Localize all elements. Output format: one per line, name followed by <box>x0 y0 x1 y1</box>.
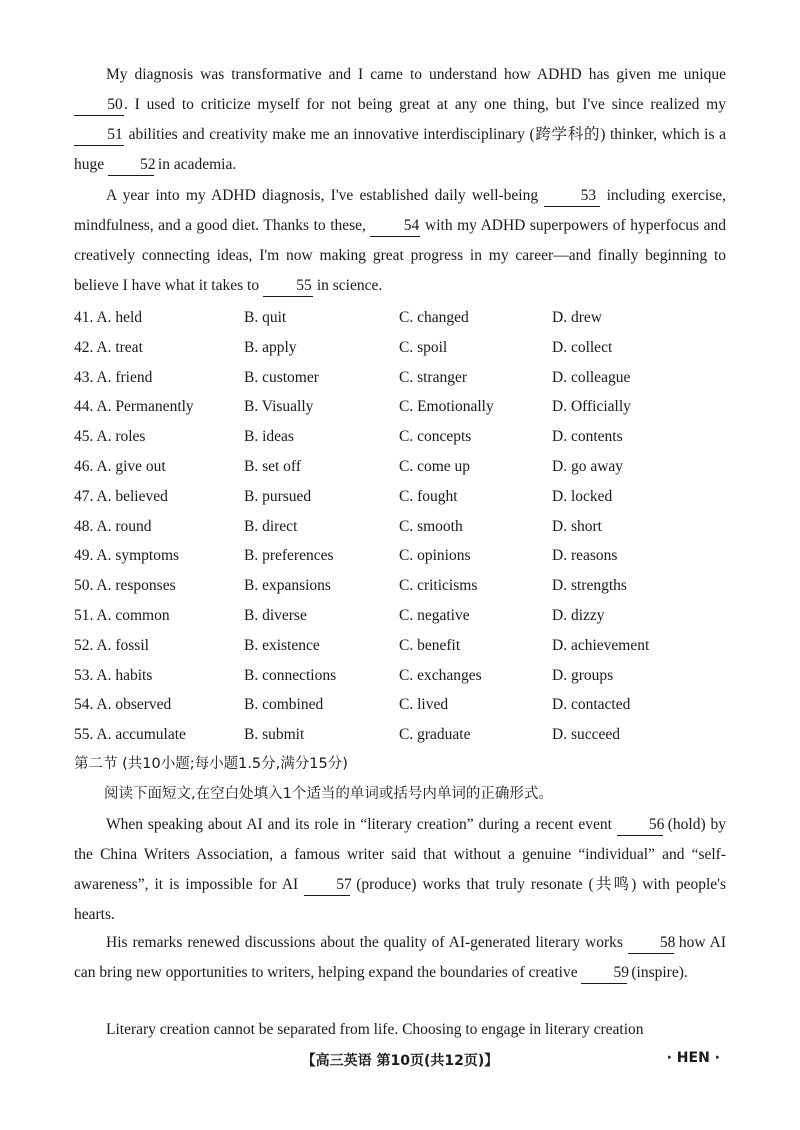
option-c[interactable]: C. opinions <box>399 547 471 565</box>
option-d[interactable]: D. Officially <box>552 398 631 416</box>
option-a[interactable]: 47. A. believed <box>74 487 168 505</box>
footer-page-info: 【高三英语 第10页(共12页)】 <box>301 1053 499 1069</box>
blank-58[interactable]: 58 <box>628 933 674 954</box>
option-a[interactable]: 42. A. treat <box>74 338 143 356</box>
option-row-46 <box>74 452 726 482</box>
page-footer <box>0 1050 800 1074</box>
option-c[interactable]: C. negative <box>399 606 470 624</box>
option-row-53 <box>74 661 726 691</box>
option-a[interactable]: 54. A. observed <box>74 696 172 714</box>
option-d[interactable]: D. contents <box>552 428 623 446</box>
option-d[interactable]: D. reasons <box>552 547 618 565</box>
blank-52[interactable]: 52 <box>108 155 154 176</box>
option-d[interactable]: D. colleague <box>552 368 631 386</box>
option-row-41 <box>74 303 726 333</box>
text: abilities and creativity make me an innovative interdisciplinary (跨学科的) thinker, which is a huge <box>74 126 726 173</box>
option-a[interactable]: 45. A. roles <box>74 428 146 446</box>
blank-55[interactable]: 55 <box>263 276 313 297</box>
option-c[interactable]: C. Emotionally <box>399 398 494 416</box>
option-d[interactable]: D. dizzy <box>552 606 605 624</box>
text: My diagnosis was transformative and I came to understand how ADHD has given me unique <box>106 66 726 83</box>
option-a[interactable]: 44. A. Permanently <box>74 398 194 416</box>
option-b[interactable]: B. customer <box>244 368 319 386</box>
option-row-44 <box>74 392 726 422</box>
option-row-47 <box>74 482 726 512</box>
option-c[interactable]: C. criticisms <box>399 577 478 595</box>
blank-56[interactable]: 56 <box>617 815 663 836</box>
option-c[interactable]: C. stranger <box>399 368 468 386</box>
option-d[interactable]: D. collect <box>552 338 613 356</box>
blank-57[interactable]: 57 <box>304 875 350 896</box>
text: (inspire). <box>627 964 688 981</box>
option-row-50 <box>74 571 726 601</box>
option-d[interactable]: D. groups <box>552 666 614 684</box>
option-c[interactable]: C. exchanges <box>399 666 482 684</box>
passage2-paragraph2 <box>74 928 726 988</box>
text: with my ADHD superpowers of hyperfocus and creatively connecting ideas, I'm now making great progress in my career—and finally beginning to believe I have what it takes to <box>74 217 727 294</box>
option-a[interactable]: 50. A. responses <box>74 577 176 595</box>
option-a[interactable]: 49. A. symptoms <box>74 547 180 565</box>
options-table <box>74 303 726 750</box>
option-c[interactable]: C. fought <box>399 487 458 505</box>
option-d[interactable]: D. locked <box>552 487 613 505</box>
passage2-paragraph1 <box>74 810 726 930</box>
text: (hold) by the China Writers Association, a famous writer said that without a genuine “individual” and “self-awareness”, it is impossible for AI <box>74 816 726 893</box>
passage1-paragraph2 <box>74 181 726 301</box>
section-instruction: 阅读下面短文,在空白处填入1个适当的单词或括号内单词的正确形式。 <box>104 786 553 802</box>
passage2-paragraph3 <box>74 1015 726 1045</box>
option-row-48 <box>74 512 726 542</box>
option-b[interactable]: B. quit <box>244 309 287 326</box>
option-row-49 <box>74 541 726 571</box>
text: in science. <box>312 277 383 294</box>
option-c[interactable]: C. changed <box>399 309 469 326</box>
text: A year into my ADHD diagnosis, I've established daily well-being <box>106 187 545 204</box>
option-a[interactable]: 48. A. round <box>74 517 152 535</box>
option-d[interactable]: D. succeed <box>552 726 620 744</box>
text: His remarks renewed discussions about the quality of AI-generated literary works <box>106 934 628 951</box>
blank-50[interactable]: 50 <box>74 95 124 116</box>
option-b[interactable]: B. apply <box>244 338 297 356</box>
option-row-55 <box>74 720 726 750</box>
option-a[interactable]: 52. A. fossil <box>74 636 149 654</box>
option-row-54 <box>74 690 726 720</box>
passage1-paragraph1 <box>74 60 726 180</box>
option-a[interactable]: 43. A. friend <box>74 368 153 386</box>
option-a[interactable]: 51. A. common <box>74 606 170 624</box>
text: in academia. <box>154 156 237 173</box>
option-c[interactable]: C. spoil <box>399 338 448 356</box>
option-b[interactable]: B. ideas <box>244 428 294 446</box>
option-b[interactable]: B. combined <box>244 696 324 714</box>
option-a[interactable]: 55. A. accumulate <box>74 726 186 744</box>
option-b[interactable]: B. connections <box>244 666 337 684</box>
option-d[interactable]: D. strengths <box>552 577 627 595</box>
option-b[interactable]: B. Visually <box>244 398 314 416</box>
option-d[interactable]: D. short <box>552 517 602 535</box>
option-d[interactable]: D. achievement <box>552 636 650 654</box>
blank-59[interactable]: 59 <box>581 963 627 984</box>
text: how AI can bring new opportunities to writers, helping expand the boundaries of creative <box>74 934 727 981</box>
option-row-52 <box>74 631 726 661</box>
option-c[interactable]: C. benefit <box>399 636 461 654</box>
option-c[interactable]: C. lived <box>399 696 449 714</box>
section-heading: 第二节 (共10小题;每小题1.5分,满分15分) <box>74 756 348 772</box>
option-a[interactable]: 41. A. held <box>74 309 143 326</box>
blank-51[interactable]: 51 <box>74 125 124 146</box>
option-b[interactable]: B. existence <box>244 636 320 654</box>
option-c[interactable]: C. concepts <box>399 428 472 446</box>
option-row-43 <box>74 363 726 393</box>
option-d[interactable]: D. go away <box>552 457 624 475</box>
text: Literary creation cannot be separated from life. Choosing to engage in literary creation <box>106 1021 644 1038</box>
option-row-51 <box>74 601 726 631</box>
blank-54[interactable]: 54 <box>370 216 420 237</box>
text: . I used to criticize myself for not being great at any one thing, but I've since realized my <box>124 96 726 113</box>
option-b[interactable]: B. expansions <box>244 577 331 595</box>
option-row-45 <box>74 422 726 452</box>
text: When speaking about AI and its role in “literary creation” during a recent event <box>106 816 617 833</box>
footer-code: · HEN · <box>666 1050 720 1066</box>
option-c[interactable]: C. graduate <box>399 726 471 744</box>
text: including exercise, mindfulness, and a good diet. Thanks to these, <box>74 187 726 234</box>
blank-53[interactable]: 53 <box>544 186 600 207</box>
text: (produce) works that truly resonate (共鸣) with people's hearts. <box>74 876 726 923</box>
option-row-42 <box>74 333 726 363</box>
option-a[interactable]: 53. A. habits <box>74 666 153 684</box>
option-b[interactable]: B. set off <box>244 457 301 475</box>
option-d[interactable]: D. contacted <box>552 696 631 714</box>
option-c[interactable]: C. smooth <box>399 517 463 535</box>
option-b[interactable]: B. preferences <box>244 547 334 565</box>
option-d[interactable]: D. drew <box>552 309 602 326</box>
option-b[interactable]: B. diverse <box>244 606 307 624</box>
option-c[interactable]: C. come up <box>399 457 471 475</box>
option-b[interactable]: B. submit <box>244 726 305 744</box>
option-b[interactable]: B. pursued <box>244 487 312 505</box>
option-a[interactable]: 46. A. give out <box>74 457 166 475</box>
option-b[interactable]: B. direct <box>244 517 298 535</box>
